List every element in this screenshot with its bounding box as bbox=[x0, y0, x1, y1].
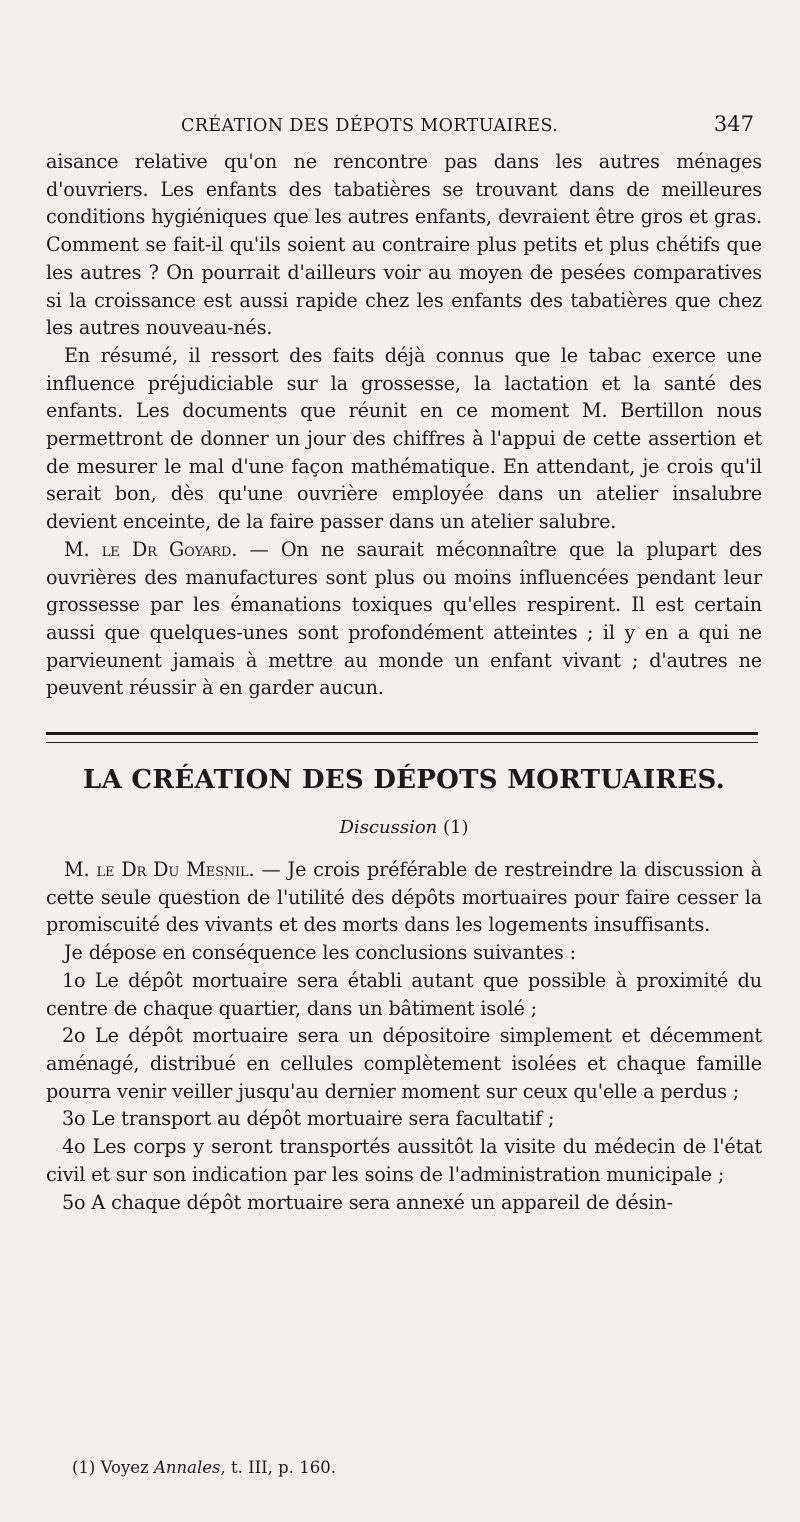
paragraph-goyard bbox=[46, 536, 762, 702]
conclusions-list bbox=[46, 967, 762, 1216]
footnote-prefix: (1) Voyez bbox=[72, 1458, 149, 1477]
paragraph-du-mesnil bbox=[46, 856, 762, 939]
paragraph-continued: aisance relative qu'on ne rencontre pas dans les autres ménages d'ouvriers. Les enfants des tabatières se trouvant dans de meilleures conditions hygiéniques que les autres enfants, devraient être gros et gras. Comment se fait-il qu'ils soient au contraire plus petits et plus chétifs que les autres ? On pourrait d'ailleurs voir au moyen de pesées comparatives si la croissance est aussi rapide chez les enfants des tabatières que chez les autres nouveau-nés. bbox=[46, 150, 762, 340]
footnote bbox=[72, 1458, 336, 1477]
section-title: LA CRÉATION DES DÉPOTS MORTUAIRES. bbox=[83, 765, 725, 796]
conclusions-intro: Je dépose en conséquence les conclusions suivantes : bbox=[64, 941, 576, 965]
section-subtitle bbox=[46, 817, 762, 838]
conclusion-item: 4o Les corps y seront transportés aussitôt la visite du médecin de l'état civil et sur son indication par les soins de l'administration municipale ; bbox=[46, 1135, 762, 1186]
conclusion-item: 3o Le transport au dépôt mortuaire sera facultatif ; bbox=[62, 1107, 555, 1131]
conclusion-item: 5o A chaque dépôt mortuaire sera annexé un appareil de désin- bbox=[62, 1190, 673, 1214]
running-head-title: CRÉATION DES DÉPOTS MORTUAIRES. bbox=[181, 116, 559, 136]
page-number: 347 bbox=[713, 112, 754, 136]
conclusion-item: 1o Le dépôt mortuaire sera établi autant que possible à proximité du centre de chaque quartier, dans un bâtiment isolé ; bbox=[46, 968, 762, 1020]
paragraph-summary: En résumé, il ressort des faits déjà connus que le tabac exerce une influence préjudiciable sur la grossesse, la lactation et la santé des enfants. Les documents que réunit en ce moment M. Bertillon nous permettront de donner un jour des chiffres à l'appui de cette assertion et de mesurer le mal d'une façon mathématique. En attendant, je crois qu'il serait bon, dès qu'une ouvrière employée dans un atelier insalubre devient enceinte, de la faire passer dans un atelier salubre. bbox=[46, 343, 762, 534]
du-mesnil-text: — Je crois préférable de restreindre la discussion à cette seule question de l'utilité des dépôts mortuaires pour faire cesser la promiscuité des vivants et des morts dans les logements insuffisants. bbox=[46, 858, 762, 937]
goyard-text: — On ne saurait méconnaître que la plupart des ouvrières des manufactures sont plus ou moins influencées pendant leur grossesse par les émanations toxiques qu'elles respirent. Il est certain aussi que quelques-unes sont profondément atteintes ; il y en a qui ne parvieunent jamais à mettre au monde un enfant vivant ; d'autres ne peuvent réussir à en garder aucun. bbox=[46, 537, 762, 700]
conclusion-item: 2o Le dépôt mortuaire sera un dépositoire simplement et décemment aménagé, distribué en cellules complètement isolées et chaque famille pourra venir veiller jusqu'au dernier moment sur ceux qu'elle a perdus ; bbox=[46, 1024, 762, 1103]
footnote-marker: (1) bbox=[443, 817, 469, 839]
subtitle-text: Discussion bbox=[339, 817, 438, 839]
section-divider bbox=[46, 732, 758, 743]
footnote-ref: , t. III, p. 160. bbox=[220, 1458, 336, 1477]
footnote-journal: Annales bbox=[153, 1458, 221, 1477]
speaker-goyard: M. le Dr Goyard. bbox=[64, 537, 238, 561]
speaker-du-mesnil: M. le Dr Du Mesnil. bbox=[64, 858, 255, 882]
book-page bbox=[46, 112, 762, 1216]
running-head bbox=[46, 112, 762, 148]
